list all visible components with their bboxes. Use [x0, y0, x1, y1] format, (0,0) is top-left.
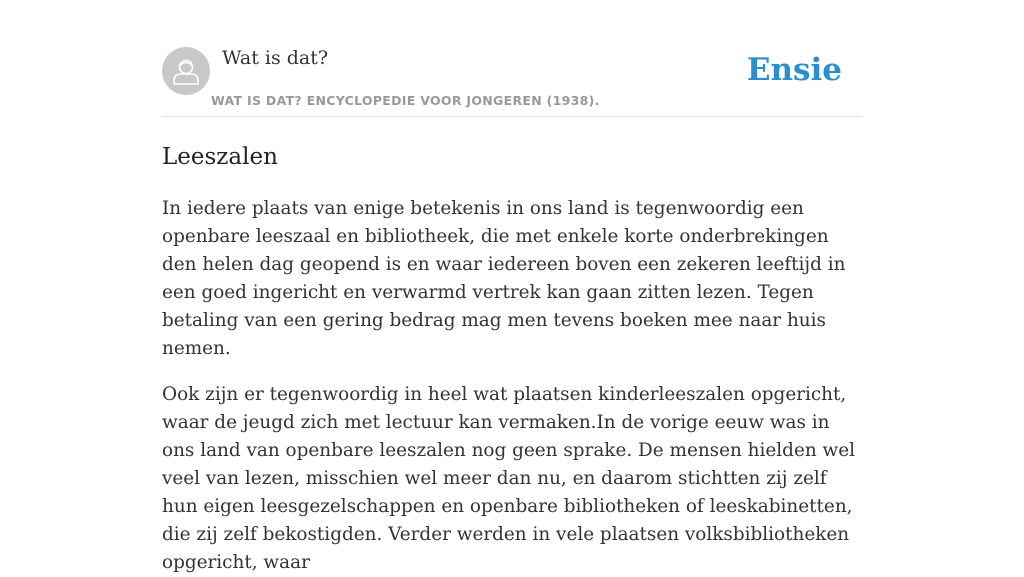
source-avatar[interactable] — [162, 47, 210, 95]
article-paragraph-1: In iedere plaats van enige betekenis in ons land is tegenwoordig een openbare leeszaal en bibliotheek, die met enkele korte onderbrekingen den helen dag geopend is en waar iedereen boven een zekeren leeftijd in een goed ingericht en verwarmd vertrek kan gaan zitten lezen. Tegen betaling van een gering bedrag mag men tevens boeken mee naar huis nemen. — [162, 198, 846, 359]
brand-logo-link[interactable]: Ensie — [746, 52, 842, 88]
article-title: Leeszalen — [162, 144, 278, 170]
content-column — [162, 0, 862, 577]
article-paragraph-2: Ook zijn er tegenwoordig in heel wat plaatsen kinderleeszalen opgericht, waar de jeugd zich met lectuur kan vermaken.In de vorige eeuw was in ons land van openbare leeszalen nog geen sprake. De mensen hielden wel veel van lezen, misschien wel meer dan nu, en daarom stichtten zij zelf hun eigen leesgezelschappen en openbare bibliotheken of leeskabinetten, die zij zelf bekostigden. Verder werden in vele plaatsen volksbibliotheken opgericht, waar — [162, 384, 856, 573]
source-title[interactable]: Wat is dat? — [222, 47, 329, 69]
source-header — [162, 0, 862, 117]
user-icon — [162, 47, 210, 95]
source-subtitle: WAT IS DAT? ENCYCLOPEDIE VOOR JONGEREN (1938). — [211, 93, 600, 108]
